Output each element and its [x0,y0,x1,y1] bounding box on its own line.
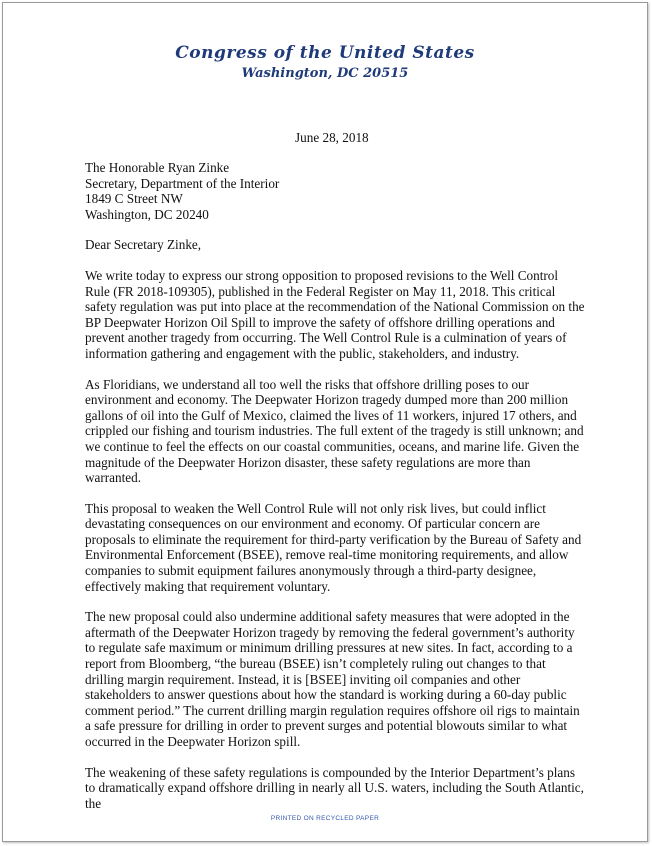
salutation: Dear Secretary Zinke, [85,237,202,253]
address-line: 1849 C Street NW [85,191,183,207]
letterhead-title: Congress of the United States [175,43,475,63]
letter-date: June 28, 2018 [295,130,369,145]
recycled-paper-note: PRINTED ON RECYCLED PAPER [270,815,380,822]
letterhead [3,43,647,81]
paragraph: We write today to express our strong opposition to proposed revisions to the Well Control Rule (FR 2018-109305), published in the Federal Register on May 11, 2018. This critical safety regulation was put into place at the recommendation of the National Commission on the BP Deepwater Horizon Oil Spill to improve the safety of offshore drilling operations and prevent another tragedy from occurring. The Well Control Rule is a culmination of years of information gathering and engagement with the public, stakeholders, and industry. [85,267,585,361]
letter-body [85,160,585,811]
paragraph: As Floridians, we understand all too well the risks that offshore drilling poses to our environment and economy. The Deepwater Horizon tragedy dumped more than 200 million gallons of oil into the Gulf of Mexico, claimed the lives of 11 workers, injured 17 others, and crippled our fishing and tourism industries. The full extent of the tragedy is still unknown; and we continue to feel the effects on our coastal communities, oceans, and marine life. Given the magnitude of the Deepwater Horizon disaster, these safety regulations are more than warranted. [85,376,584,486]
paragraph: The weakening of these safety regulations is compounded by the Interior Department’s plans to dramatically expand offshore drilling in nearly all U.S. waters, including the South Atlantic, the [85,764,584,811]
address-line: Washington, DC 20240 [85,206,209,222]
paragraph: The new proposal could also undermine additional safety measures that were adopted in the aftermath of the Deepwater Horizon tragedy by removing the federal government’s authority to regulate safe maximum or minimum drilling pressures at new sites. In fact, according to a report from Bloomberg, “the bureau (BSEE) isn’t completely ruling out changes to that drilling margin requirement. Instead, it is [BSEE] inviting oil companies and other stakeholders to answer questions about how the standard is working during a 60-day public comment period.” The current drilling margin regulation requires offshore oil rigs to maintain a safe pressure for drilling in order to prevent surges and potential blowouts similar to what occurred in the Deepwater Horizon spill. [85,609,580,749]
address-line: Secretary, Department of the Interior [85,175,280,191]
recipient-address [85,160,585,222]
letterhead-location: Washington, DC 20515 [241,66,409,81]
address-line: The Honorable Ryan Zinke [85,160,230,175]
paragraph: This proposal to weaken the Well Control Rule will not only risk lives, but could inflict devastating consequences on our environment and economy. Of particular concern are proposals to eliminate the requirement for third-party verification by the Bureau of Safety and Environmental Enforcement (BSEE), remove real-time monitoring requirements, and allow companies to submit equipment failures anonymously through a third-party designee, effectively making that requirement voluntary. [85,500,582,594]
letter-page [2,2,648,842]
